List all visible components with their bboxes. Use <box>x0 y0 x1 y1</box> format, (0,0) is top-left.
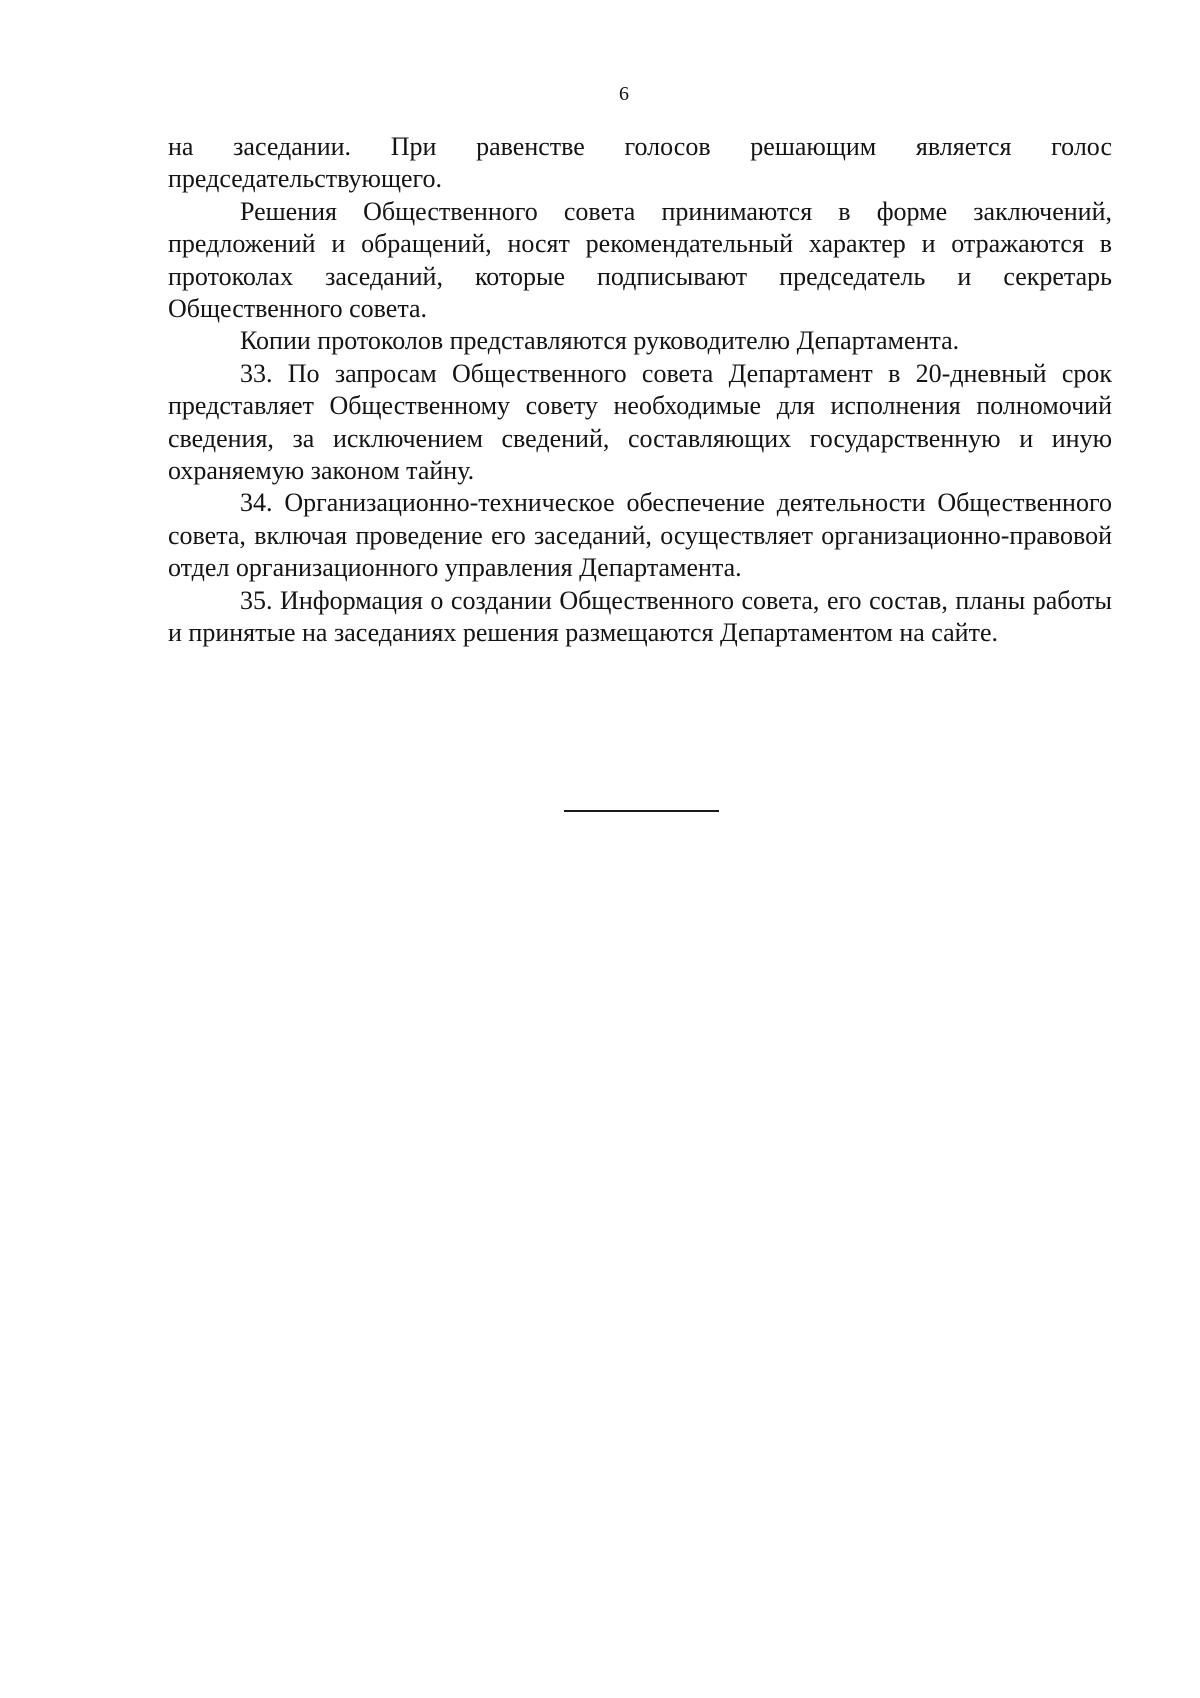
document-body <box>168 131 1112 650</box>
paragraph-decisions: Решения Общественного совета принимаются в форме заключений, предложений и обращений, носят рекомендательный характер и отражаются в протоколах заседаний, которые подписывают председатель и секретарь Общественного совета. <box>168 196 1112 324</box>
paragraph-continuation: на заседании. При равенстве голосов решающим является голос председательствующего. <box>168 132 1112 194</box>
paragraph-clause-34: 34. Организационно-техническое обеспечение деятельности Общественного совета, включая проведение его заседаний, осуществляет организационно-правовой отдел организационного управления Департамента. <box>168 488 1112 583</box>
paragraph-clause-35: 35. Информация о создании Общественного совета, его состав, планы работы и принятые на заседаниях решения размещаются Департаментом на сайте. <box>168 585 1112 648</box>
paragraph-clause-33: 33. По запросам Общественного совета Департамент в 20-дневный срок представляет Общественному совету необходимые для исполнения полномочий сведения, за исключением сведений, составляющих государственную и иную охраняемую законом тайну. <box>168 358 1112 486</box>
paragraph-protocol-copies: Копии протоколов представляются руководителю Департамента. <box>240 326 960 356</box>
page-number: 6 <box>619 83 629 105</box>
end-of-document-rule <box>564 810 719 812</box>
